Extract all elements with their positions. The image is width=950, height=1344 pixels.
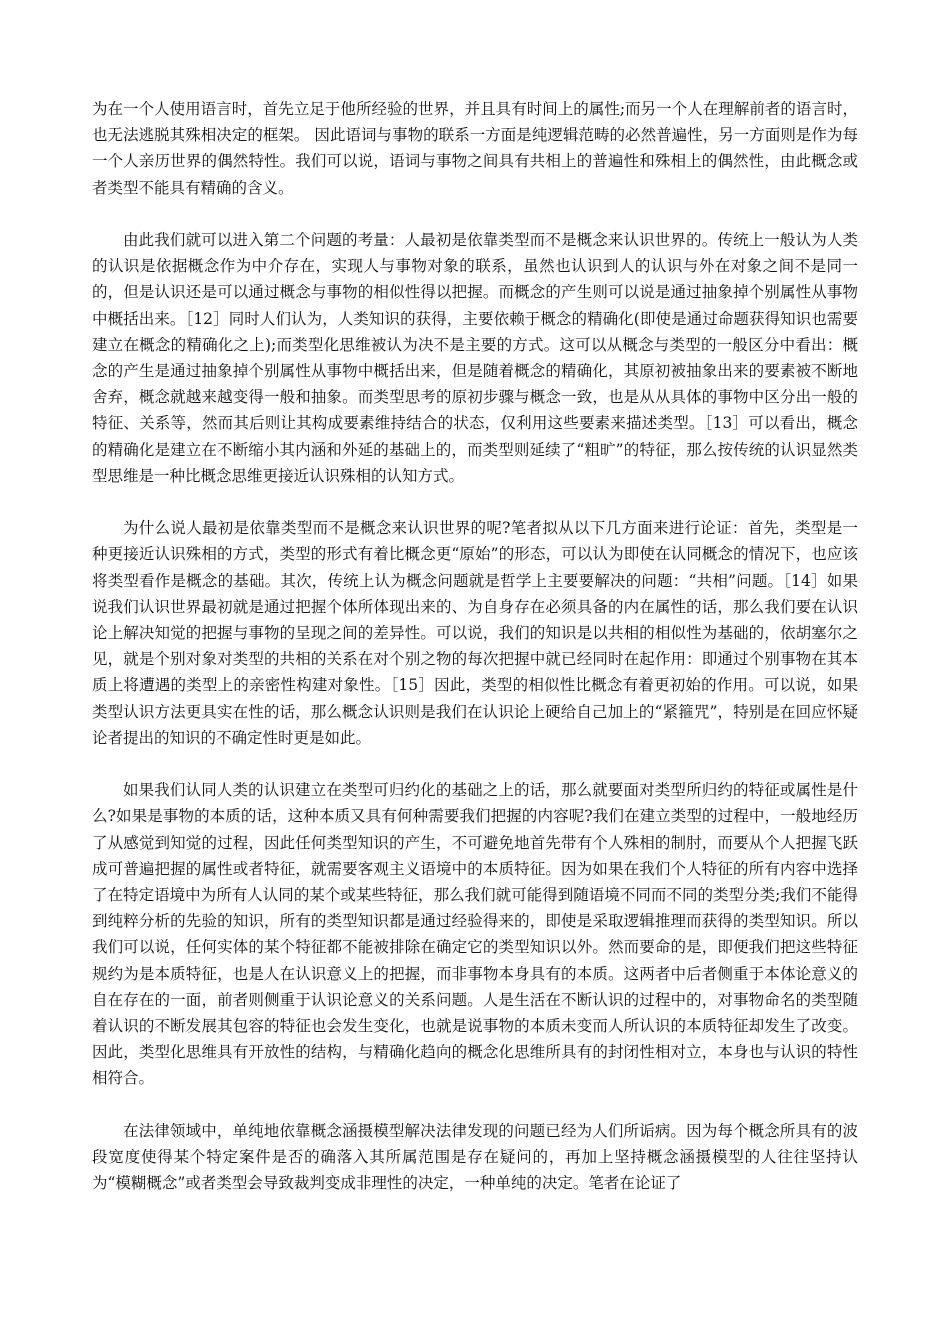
paragraph: 为什么说人最初是依靠类型而不是概念来认识世界的呢?笔者拟从以下几方面来进行论证：首先，类型是一种更接近认识殊相的方式，类型的形式有着比概念更“原始”的形态，可以认为即使在认同概念的情况下，也应该将类型看作是概念的基础。其次，传统上认为概念问题就是哲学上主要要解决的问题：“共相”问题。［14］如果说我们认识世界最初就是通过把握个体所体现出来的、为自身存在必须具备的内在属性的话，那么我们要在认识论上解决知觉的把握与事物的呈现之间的差异性。可以说，我们的知识是以共相的相似性为基础的，依胡塞尔之见，就是个别对象对类型的共相的关系在对个别之物的每次把握中就已经同时在起作用：即通过个别事物在其本质上将遭遇的类型上的亲密性构建对象性。［15］因此，类型的相似性比概念有着更初始的作用。可以说，如果类型认识方法更具实在性的话，那么概念认识则是我们在认识论上硬给自己加上的“紧箍咒”，特别是在回应怀疑论者提出的知识的不确定性时更是如此。 [92,519,858,747]
paragraph: 如果我们认同人类的认识建立在类型可归约化的基础之上的话，那么就要面对类型所归约的特征或属性是什么?如果是事物的本质的话，这种本质又具有何种需要我们把握的内容呢?我们在建立类型的过程中，一般地经历了从感觉到知觉的过程，因此任何类型知识的产生，不可避免地首先带有个人殊相的制肘，而要从个人把握飞跃成可普遍把握的属性或者特征，就需要客观主义语境中的本质特征。因为如果在我们个人特征的所有内容中选择了在特定语境中为所有人认同的某个或某些特征，那么我们就可能得到随语境不同而不同的类型分类;我们不能得到纯粹分析的先验的知识，所有的类型知识都是通过经验得来的，即使是采取逻辑推理而获得的类型知识。所以我们可以说，任何实体的某个特征都不能被排除在确定它的类型知识以外。然而要命的是，即便我们把这些特征规约为是本质特征，也是人在认识意义上的把握，而非事物本身具有的本质。这两者中后者侧重于本体论意义的自在存在的一面，前者则侧重于认识论意义的关系问题。人是生活在不断认识的过程中的，对事物命名的类型随着认识的不断发展其包容的特征也会发生变化，也就是说事物的本质未变而人所认识的本质特征却发生了改变。因此，类型化思维具有开放性的结构，与精确化趋向的概念化思维所具有的封闭性相对立，本身也与认识的特性相符合。 [92,781,858,1088]
paragraph: 由此我们就可以进入第二个问题的考量：人最初是依靠类型而不是概念来认识世界的。传统上一般认为人类的认识是依据概念作为中介存在，实现人与事物对象的联系，虽然也认识到人的认识与外在对象之间不是同一的，但是认识还是可以通过概念与事物的相似性得以把握。而概念的产生则可以说是通过抽象掉个别属性从事物中概括出来。［12］同时人们认为，人类知识的获得，主要依赖于概念的精确化(即使是通过命题获得知识也需要建立在概念的精确化之上);而类型化思维被认为决不是主要的方式。这可以从概念与类型的一般区分中看出：概念的产生是通过抽象掉个别属性从事物中概括出来，但是随着概念的精确化，其原初被抽象出来的要素被不断地舍弃，概念就越来越变得一般和抽象。而类型思考的原初步骤与概念一致，也是从从具体的事物中区分出一般的特征、关系等，然而其后则让其构成要素维持结合的状态，仅利用这些要素来描述类型。［13］可以看出，概念的精确化是建立在不断缩小其内涵和外延的基础上的，而类型则延续了“粗旷”的特征，那么按传统的认识显然类型思维是一种比概念思维更接近认识殊相的认知方式。 [92,231,858,485]
document-page [92,96,858,1223]
paragraph-continued: 为在一个人使用语言时，首先立足于他所经验的世界，并且具有时间上的属性;而另一个人在理解前者的语言时，也无法逃脱其殊相决定的框架。 因此语词与事物的联系一方面是纯逻辑范畴的必然普遍性，另一方面则是作为每一个人亲历世界的偶然特性。我们可以说，语词与事物之间具有共相上的普遍性和殊相上的偶然性，由此概念或者类型不能具有精确的含义。 [92,100,858,197]
paragraph: 在法律领域中，单纯地依靠概念涵摄模型解决法律发现的问题已经为人们所诟病。因为每个概念所具有的波段宽度使得某个特定案件是否的确落入其所属范围是存在疑问的，再加上坚持概念涵摄模型的人往往坚持认为“模糊概念”或者类型会导致裁判变成非理性的决定，一种单纯的决定。笔者在论证了 [92,1121,858,1193]
